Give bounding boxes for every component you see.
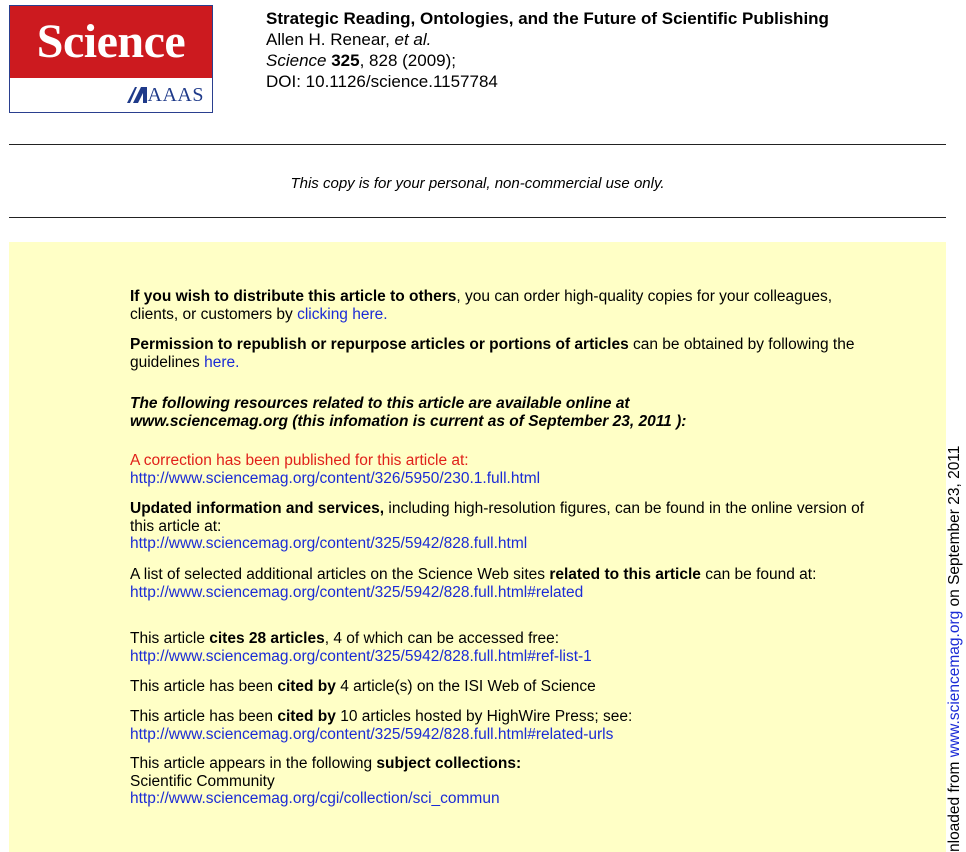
cited-hw-text1: This article has been <box>130 708 278 725</box>
related-text1: A list of selected additional articles on the Science Web sites <box>130 566 550 583</box>
cited-isi-section <box>130 678 870 696</box>
distribute-section <box>130 288 870 323</box>
cited-isi-text1: This article has been <box>130 678 278 695</box>
resources-heading-line2: www.sciencemag.org (this infomation is current as of September 23, 2011 ): <box>130 412 687 430</box>
collections-description <box>130 755 870 773</box>
updated-section <box>130 500 870 553</box>
copy-notice: This copy is for your personal, non-commercial use only. <box>290 175 665 192</box>
doi: DOI: 10.1126/science.1157784 <box>266 72 498 91</box>
permission-text: can be obtained by following the guidelines <box>130 336 855 371</box>
cites-text2: , 4 of which can be accessed free: <box>324 630 560 647</box>
aaas-logo <box>10 78 212 112</box>
side-note-suffix: on September 23, 2011 <box>946 445 963 611</box>
cites-text1: This article <box>130 630 210 647</box>
updated-bold: Updated information and services, <box>130 500 385 517</box>
related-bold: related to this article <box>549 566 701 583</box>
cited-isi-text2: 4 article(s) on the ISI Web of Science <box>335 678 596 695</box>
distribute-text: , you can order high-quality copies for your colleagues, clients, or customers by <box>130 288 833 323</box>
volume: 325 <box>331 51 360 70</box>
cited-isi-bold: cited by <box>277 678 336 695</box>
et-al: et al. <box>394 30 432 49</box>
permission-bold: Permission to republish or repurpose articles or portions of articles <box>130 336 629 353</box>
cites-bold: cites 28 articles <box>209 630 325 647</box>
bottom-divider <box>9 217 946 218</box>
related-link[interactable]: http://www.sciencemag.org/content/325/5942/828.full.html#related <box>130 583 584 601</box>
authors-line <box>266 29 829 50</box>
cites-description <box>130 630 870 648</box>
side-note-prefix: nloaded from <box>946 757 963 852</box>
journal-name: Science <box>266 51 327 70</box>
updated-text: including high-resolution figures, can be found in the online version of this article at: <box>130 500 865 535</box>
distribute-bold: If you wish to distribute this article to others <box>130 288 457 305</box>
authors: Allen H. Renear, <box>266 30 390 49</box>
related-text2: can be found at: <box>700 566 817 583</box>
cited-hw-text2: 10 articles hosted by HighWire Press; see: <box>335 708 633 725</box>
here-link[interactable]: here. <box>204 353 240 371</box>
cites-section <box>130 630 870 665</box>
related-section <box>130 566 870 601</box>
top-divider <box>9 144 946 145</box>
science-logo <box>9 5 213 113</box>
resources-heading-line1: The following resources related to this article are available online at <box>130 395 630 412</box>
cited-hw-link[interactable]: http://www.sciencemag.org/content/325/5942/828.full.html#related-urls <box>130 725 614 743</box>
cites-link[interactable]: http://www.sciencemag.org/content/325/5942/828.full.html#ref-list-1 <box>130 647 592 665</box>
logo-wordmark: Science <box>10 6 212 78</box>
clicking-here-link[interactable]: clicking here. <box>297 305 388 323</box>
collections-text1: This article appears in the following <box>130 755 377 772</box>
journal-line <box>266 50 829 71</box>
updated-link[interactable]: http://www.sciencemag.org/content/325/5942/828.full.html <box>130 535 528 552</box>
collections-section <box>130 755 870 808</box>
related-description <box>130 566 870 584</box>
updated-description <box>130 500 870 535</box>
download-side-note <box>945 446 965 852</box>
citation-header <box>266 8 829 92</box>
permission-section <box>130 336 870 371</box>
correction-link[interactable]: http://www.sciencemag.org/content/326/5950/230.1.full.html <box>130 469 541 487</box>
side-note-link[interactable]: www.sciencemag.org <box>946 610 963 758</box>
cited-hw-bold: cited by <box>277 708 336 725</box>
pages-year: , 828 (2009); <box>359 51 456 70</box>
correction-section <box>130 452 870 487</box>
collections-bold: subject collections: <box>376 755 522 772</box>
correction-text: A correction has been published for this article at: <box>130 452 469 469</box>
cited-hw-section <box>130 708 870 743</box>
resources-heading <box>130 395 870 430</box>
collection-name: Scientific Community <box>130 772 275 790</box>
cited-hw-description <box>130 708 870 726</box>
article-title: Strategic Reading, Ontologies, and the Future of Scientific Publishing <box>266 9 829 28</box>
aaas-label: AAAS <box>147 83 204 106</box>
collections-link[interactable]: http://www.sciencemag.org/cgi/collection/sci_commun <box>130 790 500 807</box>
aaas-mark-icon <box>127 87 147 103</box>
